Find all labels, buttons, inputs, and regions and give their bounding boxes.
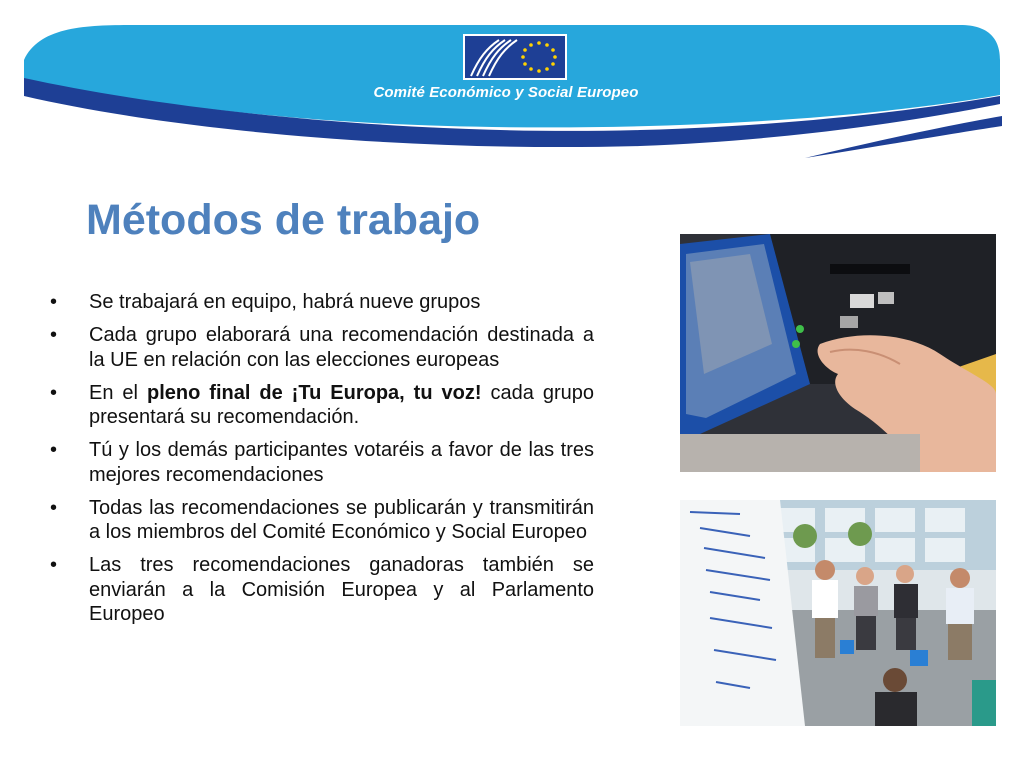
bullet-text: Se trabajará en equipo, habrá nueve grupos — [89, 291, 481, 313]
page-title: Métodos de trabajo — [86, 196, 481, 244]
bullet-symbol: • — [50, 381, 58, 404]
organization-name: Comité Económico y Social Europeo — [373, 84, 639, 101]
bullet-item — [50, 496, 594, 545]
bullet-item — [50, 553, 594, 627]
bullet-list — [50, 290, 594, 635]
bullet-symbol: • — [50, 496, 58, 519]
bullet-text: En el — [89, 381, 147, 404]
bullet-text: Cada grupo elaborará una recomendación destinada a la UE en relación con las elecciones europeas — [89, 324, 594, 371]
group-discussion-photo — [680, 500, 996, 726]
bullet-item — [50, 290, 594, 315]
bullet-bold-text: pleno final de ¡Tu Europa, tu voz! — [146, 381, 482, 404]
bullet-symbol: • — [50, 324, 58, 346]
bullet-text: Tú y los demás participantes votaréis a favor de las tres mejores recomendaciones — [89, 439, 594, 486]
bullet-item — [50, 381, 594, 430]
bullet-symbol: • — [50, 439, 58, 461]
bullet-text: cada grupo presentará su recomendación. — [89, 381, 594, 428]
eu-stars — [521, 41, 557, 73]
bullet-item — [50, 323, 594, 372]
eu-flag-icon — [463, 34, 567, 80]
bullet-item — [50, 438, 594, 487]
bullet-symbol: • — [50, 291, 58, 313]
bullet-text: Las tres recomendaciones ganadoras también se enviarán a la Comisión Europea y al Parlamento Europeo — [89, 554, 594, 625]
bullet-text: Todas las recomendaciones se publicarán y transmitirán a los miembros del Comité Económico y Social Europeo — [89, 496, 594, 543]
voting-device-photo — [680, 234, 996, 472]
logo — [322, 26, 690, 110]
bullet-symbol: • — [50, 554, 58, 576]
